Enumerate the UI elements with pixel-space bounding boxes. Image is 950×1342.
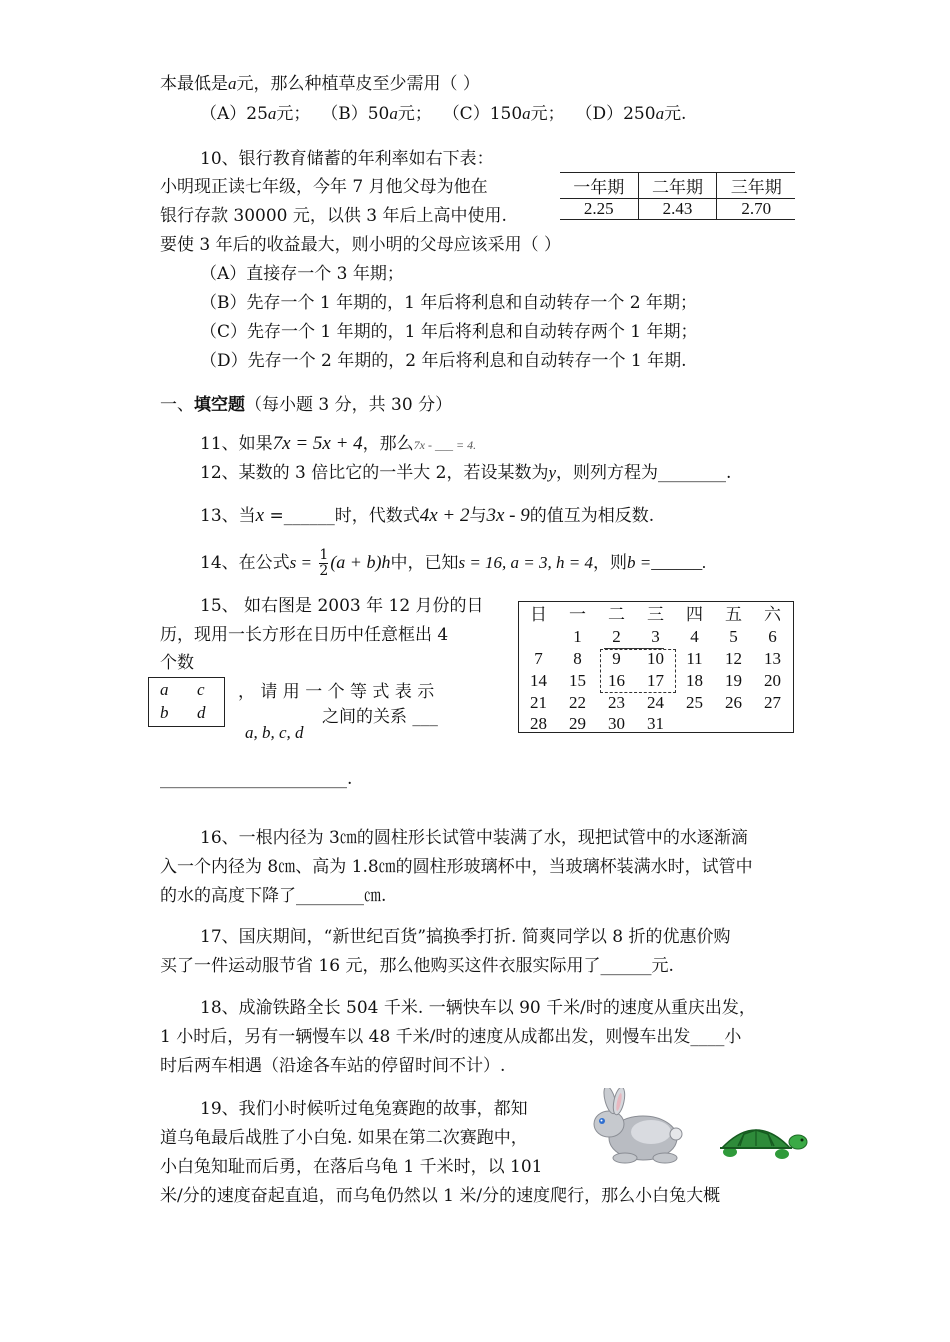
q10-line3: 银行存款 30000 元，以供 3 年后上高中使用. bbox=[160, 206, 507, 226]
cal-date: 8 bbox=[573, 649, 582, 668]
cal-date: 5 bbox=[729, 627, 738, 646]
cal-date: 16 bbox=[608, 671, 625, 690]
q10-option-a: （A）直接存一个 3 年期； bbox=[200, 264, 404, 284]
cal-date: 28 bbox=[530, 714, 547, 733]
cal-date: 23 bbox=[608, 693, 625, 712]
abcd-box: a c b d bbox=[148, 677, 225, 727]
q18-line1: 18、成渝铁路全长 504 千米. 一辆快车以 90 千米/时的速度从重庆出发， bbox=[200, 998, 756, 1018]
fraction-one-half: $\frac{1}{2}$ bbox=[319, 547, 329, 579]
cal-date: 21 bbox=[530, 693, 547, 712]
q9-option-a: （A）25a元； bbox=[200, 104, 311, 124]
q15-line4: ， 请 用 一 个 等 式 表 示 bbox=[238, 682, 435, 702]
cal-date: 3 bbox=[651, 627, 660, 646]
rate-value-2yr: 2.43 bbox=[638, 199, 717, 220]
cal-date: 1 bbox=[573, 627, 582, 646]
q16-line3: 的水的高度下降了________㎝. bbox=[160, 886, 387, 906]
cal-frame-top-edge bbox=[604, 628, 664, 649]
q17-line2: 买了一件运动服节省 16 元，那么他购买这件衣服实际用了______元. bbox=[160, 956, 674, 976]
rate-header-3yr: 三年期 bbox=[717, 173, 795, 199]
cal-date: 20 bbox=[764, 671, 781, 690]
cal-day-mon: 一 bbox=[569, 605, 586, 624]
cal-date: 31 bbox=[647, 714, 664, 733]
cal-date: 13 bbox=[764, 649, 781, 668]
q17-line1: 17、国庆期间，“新世纪百货”搞换季打折. 简爽同学以 8 折的优惠价购 bbox=[200, 927, 731, 947]
cal-date: 11 bbox=[686, 649, 703, 668]
cal-day-tue: 二 bbox=[608, 605, 625, 624]
cal-date: 12 bbox=[725, 649, 742, 668]
rabbit-icon bbox=[585, 1088, 685, 1168]
cal-day-wed: 三 bbox=[647, 605, 664, 624]
q18-line2: 1 小时后，另有一辆慢车以 48 千米/时的速度从成都出发，则慢车出发____小 bbox=[160, 1027, 742, 1047]
cal-date: 18 bbox=[686, 671, 703, 690]
cal-date: 17 bbox=[647, 671, 664, 690]
q19-line1: 19、我们小时候听过龟兔赛跑的故事，都知 bbox=[200, 1099, 528, 1119]
calendar-december-2003 bbox=[518, 601, 794, 733]
q12: 12、某数的 3 倍比它的一半大 2，若设某数为y，则列方程为________. bbox=[200, 463, 732, 483]
q10-option-c: （C）先存一个 1 年期的，1 年后将利息和自动转存两个 1 年期； bbox=[200, 322, 698, 342]
cal-date: 6 bbox=[768, 627, 777, 646]
cal-date: 24 bbox=[647, 693, 664, 712]
q15-line2: 历，现用一长方形在日历中任意框出 4 bbox=[160, 625, 449, 645]
cal-date: 26 bbox=[725, 693, 742, 712]
q15-line6: ______________________. bbox=[160, 769, 353, 789]
cal-day-sat: 六 bbox=[764, 605, 781, 624]
q13: 13、当x =______时，代数式4x + 2与3x - 9的值互为相反数. bbox=[200, 505, 655, 526]
q10-option-d: （D）先存一个 2 年期的，2 年后将利息和自动转存一个 1 年期. bbox=[200, 351, 687, 371]
cal-date: 2 bbox=[612, 627, 621, 646]
q10-line4: 要使 3 年后的收益最大，则小明的父母应该采用（ ） bbox=[160, 235, 562, 255]
q19-line4: 米/分的速度奋起直追，而乌龟仍然以 1 米/分的速度爬行，那么小白兔大概 bbox=[160, 1186, 721, 1206]
q9-options bbox=[200, 103, 686, 125]
q15-line5: 之间的关系 ___ bbox=[322, 707, 438, 727]
cal-date: 7 bbox=[534, 649, 543, 668]
cal-date: 10 bbox=[647, 649, 664, 668]
cal-date: 9 bbox=[612, 649, 621, 668]
cal-date: 14 bbox=[530, 671, 547, 690]
section-title: 一、填空题（每小题 3 分，共 30 分） bbox=[160, 395, 453, 415]
q15-line1: 15、 如右图是 2003 年 12 月份的日 bbox=[200, 596, 484, 616]
cal-date: 15 bbox=[569, 671, 586, 690]
q11: 11、如果7x = 5x + 4，那么7x - ___ = 4. bbox=[200, 433, 477, 454]
cal-date: 19 bbox=[725, 671, 742, 690]
cal-day-thu: 四 bbox=[686, 605, 703, 624]
cal-selection-frame bbox=[600, 649, 676, 693]
cal-date: 30 bbox=[608, 714, 625, 733]
q9-line1: 本最低是a元，那么种植草皮至少需用（ ） bbox=[160, 74, 480, 94]
cal-date: 25 bbox=[686, 693, 703, 712]
cal-date: 22 bbox=[569, 693, 586, 712]
q16-line2: 入一个内径为 8㎝、高为 1.8㎝的圆柱形玻璃杯中，当玻璃杯装满水时，试管中 bbox=[160, 857, 753, 877]
cal-date: 29 bbox=[569, 714, 586, 733]
q15-vars: a, b, c, d bbox=[245, 723, 304, 742]
q16-line1: 16、一根内径为 3㎝的圆柱形长试管中装满了水，现把试管中的水逐渐滴 bbox=[200, 828, 748, 848]
q10-option-b: （B）先存一个 1 年期的，1 年后将利息和自动转存一个 2 年期； bbox=[200, 293, 697, 313]
q10-line1: 10、银行教育储蓄的年利率如右下表： bbox=[200, 149, 494, 169]
q9-option-d: （D）250a元. bbox=[575, 104, 687, 124]
q10-line2: 小明现正读七年级，今年 7 月他父母为他在 bbox=[160, 177, 488, 197]
q19-line3: 小白兔知耻而后勇，在落后乌龟 1 千米时，以 101 bbox=[160, 1157, 543, 1177]
q15-line3: 个数 bbox=[160, 653, 194, 673]
cal-day-sun: 日 bbox=[530, 605, 547, 624]
rate-value-1yr: 2.25 bbox=[560, 199, 638, 220]
q19-line2: 道乌龟最后战胜了小白兔. 如果在第二次赛跑中， bbox=[160, 1128, 528, 1148]
q14: 14、在公式s = $\frac{1}{2}$ (a + b)h中，已知s = 16, a = 3, h = 4，则b =______. bbox=[200, 547, 707, 579]
q9-option-c: （C）150a元； bbox=[442, 104, 565, 124]
turtle-icon bbox=[718, 1118, 808, 1162]
cal-date: 4 bbox=[690, 627, 699, 646]
interest-rate-table bbox=[560, 172, 795, 220]
cal-date: 27 bbox=[764, 693, 781, 712]
rate-header-2yr: 二年期 bbox=[638, 173, 717, 199]
rate-value-3yr: 2.70 bbox=[741, 199, 772, 218]
rate-header-1yr: 一年期 bbox=[560, 173, 638, 199]
cal-day-fri: 五 bbox=[725, 605, 742, 624]
q18-line3: 时后两车相遇（沿途各车站的停留时间不计）. bbox=[160, 1056, 506, 1076]
q9-option-b: （B）50a元； bbox=[321, 104, 432, 124]
